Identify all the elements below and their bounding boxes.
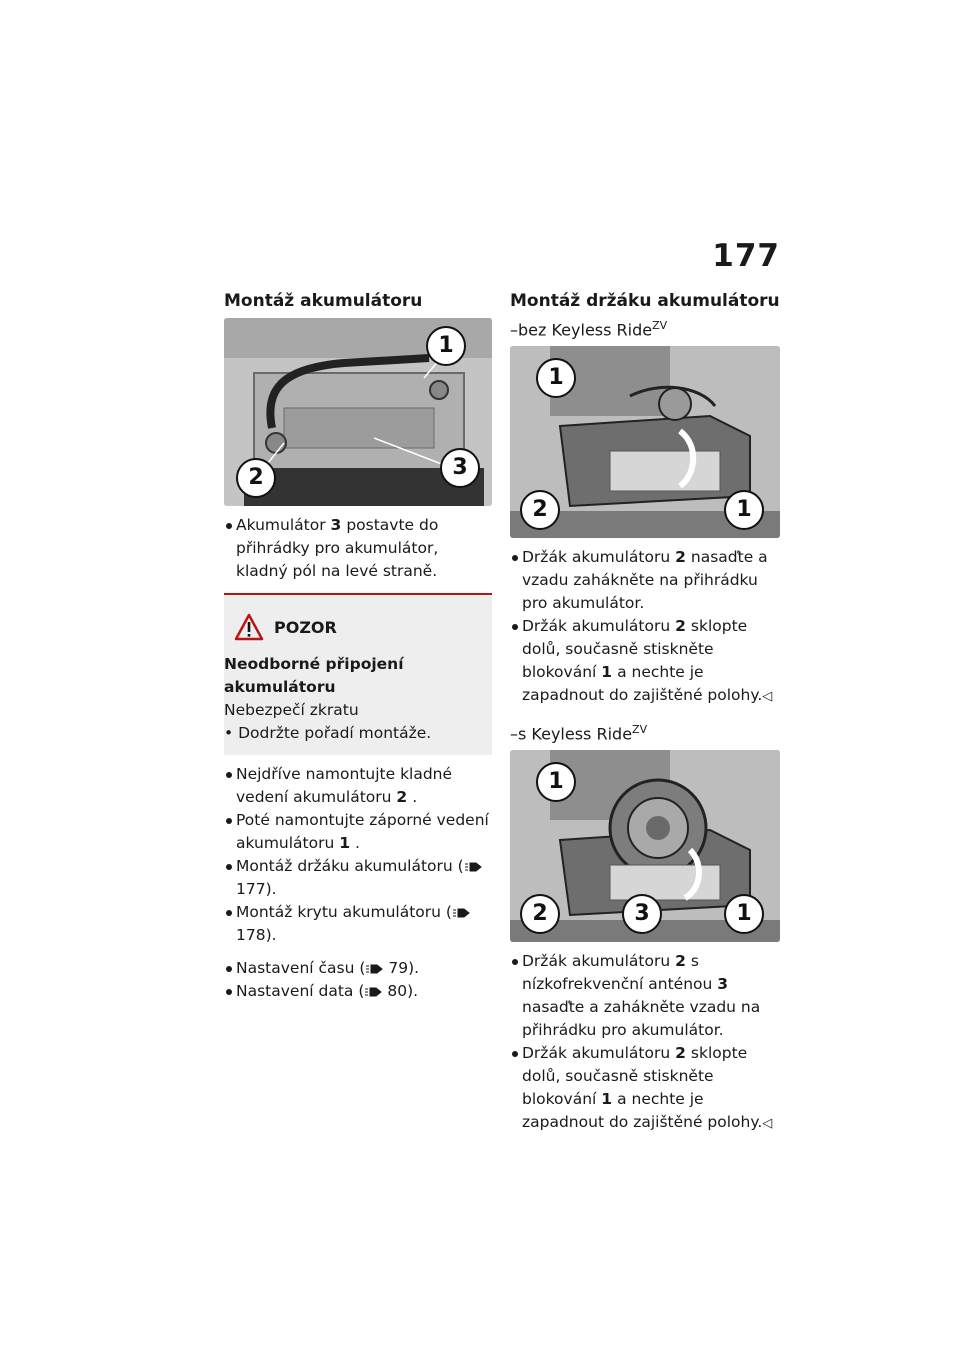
end-mark-icon: ◁ (762, 1116, 773, 1131)
figure-callout-1-right: 1 (724, 490, 764, 530)
right-column (510, 290, 782, 1135)
warning-action: • Dodržte pořadí montáže. (224, 724, 432, 742)
warning-topic: Neodborné připojení akumulátoru (224, 655, 404, 696)
figure-callout-2: 2 (520, 894, 560, 934)
step-install-holder-ref: Montáž držáku akumulátoru ( 177). (224, 855, 492, 901)
step-list-1 (224, 514, 492, 583)
step-set-time-ref: Nastavení času ( 79). (224, 957, 492, 980)
warning-box (224, 593, 492, 755)
figure-callout-1-right: 1 (724, 894, 764, 934)
warning-header (224, 609, 484, 645)
page-arrow-icon (364, 986, 382, 998)
step-list-a (510, 546, 782, 708)
section-heading-battery-install: Montáž akumulátoru (224, 291, 423, 311)
step-connect-positive: Nejdříve namontujte kladné vedení akumulátoru 2 . (224, 763, 492, 809)
page-number: 177 (712, 238, 780, 274)
end-mark-icon: ◁ (762, 689, 773, 704)
left-column (224, 290, 492, 1003)
figure-callout-3: 3 (440, 448, 480, 488)
figure-callout-2: 2 (236, 458, 276, 498)
holder-photo-without-keyless (510, 346, 780, 538)
holder-photo-with-keyless (510, 750, 780, 942)
step-a-fold-holder: Držák akumulátoru 2 sklopte dolů, současně stiskněte blokování 1 a nechte je zapadnout do zajištěné polohy.◁ (510, 615, 782, 708)
step-connect-negative: Poté namontujte záporné vedení akumulátoru 1 . (224, 809, 492, 855)
page-arrow-icon (365, 963, 383, 975)
variant-with-keyless: –s Keyless Ride$^{ZV}$ (510, 723, 648, 744)
step-list-2 (224, 763, 492, 947)
step-a-hook-holder: Držák akumulátoru 2 nasaďte a vzadu zahákněte na přihrádku pro akumulátor. (510, 546, 782, 615)
step-set-date-ref: Nastavení data ( 80). (224, 980, 492, 1003)
step-b-hook-holder: Držák akumulátoru 2 s nízkofrekvenční anténou 3nasaďte a zahákněte vzadu na přihrádku pro akumulátor. (510, 950, 782, 1042)
figure-callout-3: 3 (622, 894, 662, 934)
figure-callout-1: 1 (536, 358, 576, 398)
warning-risk: Nebezpečí zkratu (224, 701, 359, 719)
warning-title: POZOR (274, 617, 337, 637)
step-list-b (510, 950, 782, 1135)
variant-without-keyless: –bez Keyless Ride$^{ZV}$ (510, 319, 668, 340)
warning-triangle-icon (234, 613, 264, 641)
page-arrow-icon (452, 907, 470, 919)
step-place-battery: Akumulátor 3 postavte do přihrádky pro akumulátor, kladný pól na levé straně. (224, 514, 492, 583)
figure-callout-2: 2 (520, 490, 560, 530)
warning-body (224, 653, 484, 745)
step-b-fold-holder: Držák akumulátoru 2 sklopte dolů, současně stiskněte blokování 1 a nechte je zapadnout do zajištěné polohy.◁ (510, 1042, 782, 1135)
figure-callout-1: 1 (536, 762, 576, 802)
section-heading-holder-install: Montáž držáku akumulátoru (510, 291, 780, 311)
battery-photo (224, 318, 492, 506)
page-arrow-icon (464, 861, 482, 873)
step-list-3 (224, 957, 492, 1003)
step-install-cover-ref: Montáž krytu akumulátoru ( 178). (224, 901, 492, 947)
figure-callout-1: 1 (426, 326, 466, 366)
